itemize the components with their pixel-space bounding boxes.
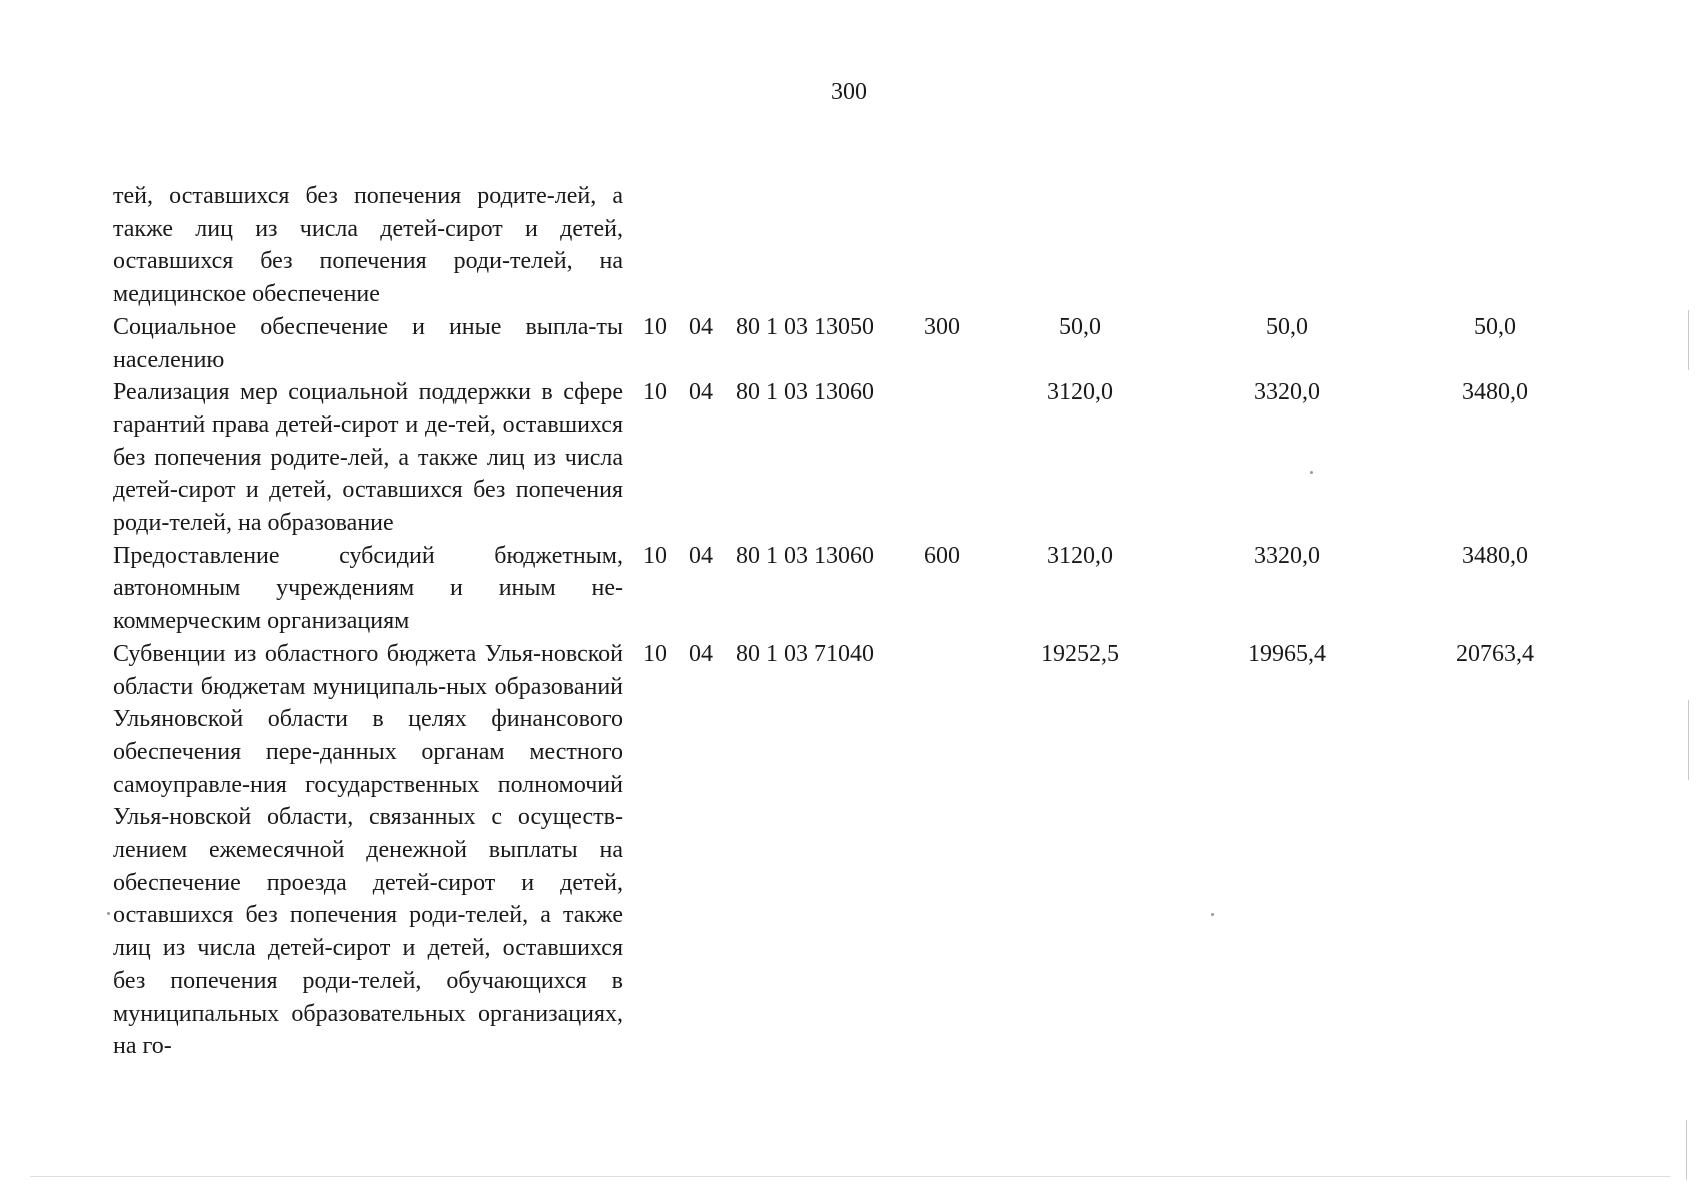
scan-edge-mark (1688, 310, 1689, 370)
row-name: Социальное обеспечение и иные выпла-ты населению (113, 313, 623, 373)
row-expense-type-code: 600 (924, 542, 960, 569)
row-name: Реализация мер социальной поддержки в сфере гарантий права детей-сирот и де-тей, оставшихся без попечения родите-лей, а также лиц из числа детей-сирот и детей, оставшихся без попечения роди-телей, на образование (113, 379, 623, 537)
row-subsection-code: 04 (689, 313, 713, 340)
row-amount-year-3: 3480,0 (1462, 379, 1528, 406)
scan-edge-mark (30, 1176, 1670, 1177)
row-name: Субвенции из областного бюджета Улья-новской области бюджетам муниципаль-ных образований Ульяновской области в целях финансового обеспечения пере-данных органам местного самоуправле-ния государственных полномочий Улья-новской области, связанных с осуществ-лением ежемесячной денежной выплаты на обеспечение проезда детей-сирот и детей, оставшихся без попечения роди-телей, а также лиц из числа детей-сирот и детей, оставшихся без попечения роди-телей, обучающихся в муниципальных образовательных организациях, на го- (113, 640, 623, 1060)
row-target-article-code: 80 1 03 13050 (736, 313, 874, 340)
row-name: Предоставление субсидий бюджетным, автономным учреждениям и иным не-коммерческим организациям (113, 542, 623, 635)
row-section-code: 10 (643, 542, 667, 569)
budget-table (0, 180, 1698, 1063)
row-target-article-code: 80 1 03 13060 (736, 379, 874, 406)
row-amount-year-3: 3480,0 (1462, 542, 1528, 569)
row-amount-year-3: 20763,4 (1456, 640, 1534, 667)
row-amount-year-3: 50,0 (1474, 313, 1516, 340)
row-amount-year-1: 50,0 (1059, 313, 1101, 340)
row-target-article-code: 80 1 03 13060 (736, 542, 874, 569)
row-subsection-code: 04 (689, 542, 713, 569)
scan-speck (107, 912, 110, 915)
table-row (0, 311, 1698, 376)
row-section-code: 10 (643, 313, 667, 340)
scan-speck (1310, 471, 1313, 474)
table-row (0, 376, 1698, 540)
scan-speck (1211, 913, 1214, 916)
row-amount-year-2: 3320,0 (1254, 542, 1320, 569)
table-row (0, 180, 1698, 311)
row-section-code: 10 (643, 379, 667, 406)
row-amount-year-2: 19965,4 (1248, 640, 1326, 667)
scan-edge-mark (1688, 700, 1689, 780)
row-amount-year-1: 3120,0 (1047, 379, 1113, 406)
row-section-code: 10 (643, 640, 667, 667)
scan-edge-mark (1686, 1120, 1687, 1180)
page-number: 300 (831, 79, 867, 105)
table-row (0, 540, 1698, 638)
row-name: тей, оставшихся без попечения родите-лей, а также лиц из числа детей-сирот и детей, оставшихся без попечения роди-телей, на медицинское обеспечение (113, 183, 623, 308)
row-expense-type-code: 300 (924, 313, 960, 340)
row-amount-year-1: 19252,5 (1041, 640, 1119, 667)
row-amount-year-1: 3120,0 (1047, 542, 1113, 569)
row-amount-year-2: 50,0 (1266, 313, 1308, 340)
row-subsection-code: 04 (689, 640, 713, 667)
row-subsection-code: 04 (689, 379, 713, 406)
row-target-article-code: 80 1 03 71040 (736, 640, 874, 667)
table-row (0, 638, 1698, 1063)
row-amount-year-2: 3320,0 (1254, 379, 1320, 406)
